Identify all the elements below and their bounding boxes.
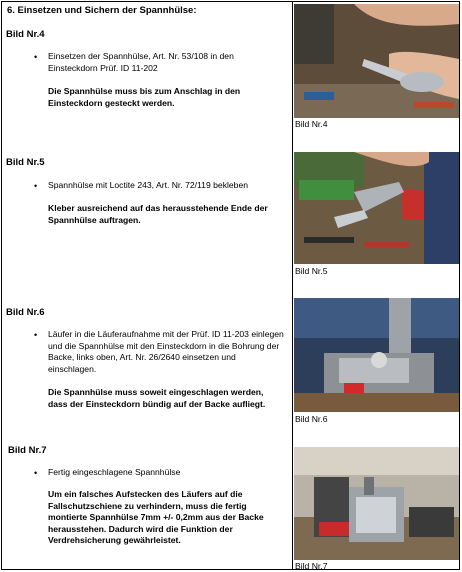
bild-6-step: Läufer in die Läuferaufnahme mit der Prüf. ID 11-203 einlegen und die Spannhülse mit den Einsteckdorn in die Bohrung der Backe, links oben, Art. Nr. 26/2640 einsetzen und einschlagen. — [48, 329, 284, 374]
bild-5-step: Spannhülse mit Loctite 243, Art. Nr. 72/119 bekleben — [48, 180, 249, 190]
bild-4-note: Die Spannhülse muss bis zum Anschlag in den Einsteckdorn gesteckt werden. — [48, 86, 241, 108]
caption-bild-7: Bild Nr.7 — [295, 561, 328, 571]
section-title: 6. Einsetzen und Sichern der Spannhülse: — [7, 5, 197, 16]
caption-bild-6: Bild Nr.6 — [295, 414, 328, 424]
bullet-dot: • — [34, 330, 38, 340]
photo-bild-7 — [294, 447, 459, 560]
bild-7-step: Fertig eingeschlagene Spannhülse — [48, 467, 181, 477]
bullet-dot: • — [34, 181, 38, 191]
bild-6-note: Die Spannhülse muss soweit eingeschlagen werden, dass der Einsteckdorn bündig auf der Backe aufliegt. — [48, 387, 266, 409]
bild-4-step: Einsetzen der Spannhülse, Art. Nr. 53/108 in den Einsteckdorn Prüf. ID 11-202 — [48, 51, 234, 73]
photo-bild-5 — [294, 152, 459, 264]
bild-5-note: Kleber ausreichend auf das herausstehende Ende der Spannhülse auftragen. — [48, 203, 268, 225]
bild-7-note: Um ein falsches Aufstecken des Läufers auf die Fallschutzschiene zu verhindern, muss die fertig montierte Spannhülse 7mm +/- 0,2mm aus der Backe herausstehen. Dadurch wird die Funktion der Verdrehsicherung gewährleistet. — [48, 489, 264, 545]
caption-bild-4: Bild Nr.4 — [295, 119, 328, 129]
bild-6-heading: Bild Nr.6 — [6, 307, 45, 318]
bild-5-heading: Bild Nr.5 — [6, 157, 45, 168]
column-divider — [292, 2, 293, 569]
photo-bild-4 — [294, 4, 459, 118]
document-table — [1, 1, 460, 570]
bullet-dot: • — [34, 468, 38, 478]
bild-7-heading: Bild Nr.7 — [8, 445, 47, 456]
bullet-dot: • — [34, 52, 38, 62]
bild-4-heading: Bild Nr.4 — [6, 29, 45, 40]
photo-bild-6 — [294, 298, 459, 412]
caption-bild-5: Bild Nr.5 — [295, 266, 328, 276]
